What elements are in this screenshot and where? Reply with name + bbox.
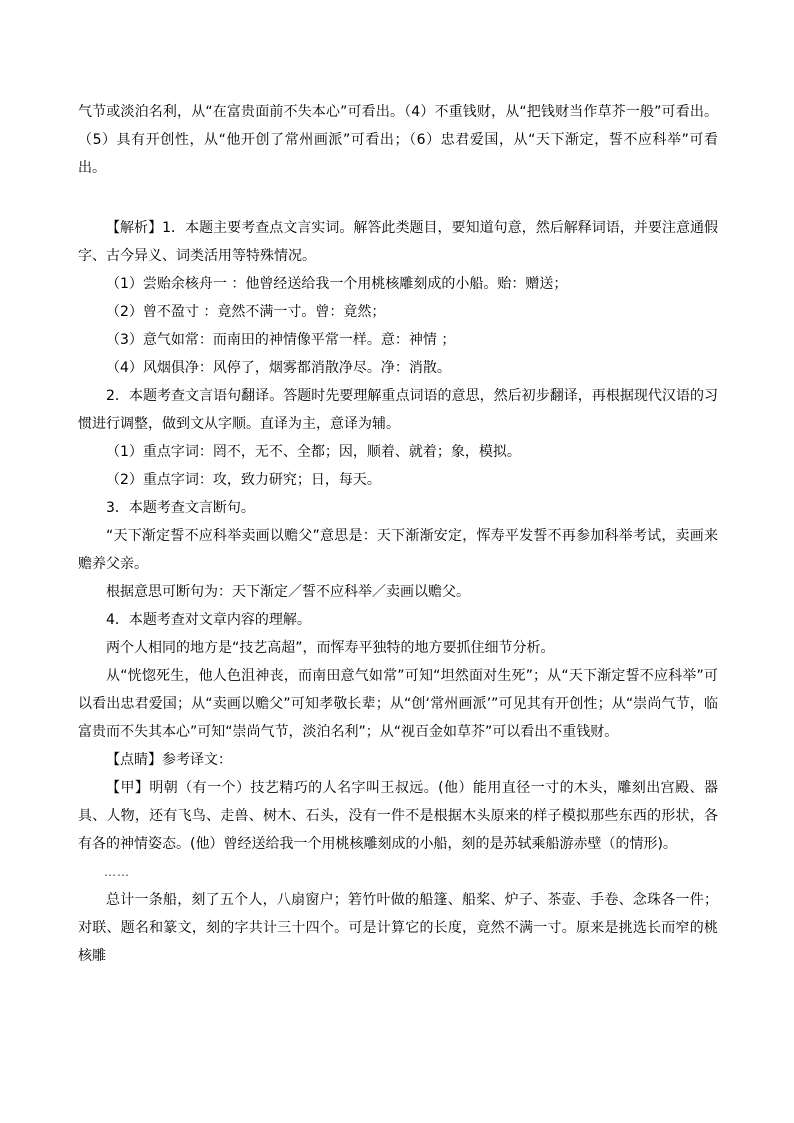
paragraph-comparison: 两个人相同的地方是“技艺高超”，而恽寿平独特的地方要抓住细节分析。 <box>106 640 555 656</box>
ellipsis-line: …… <box>104 865 130 879</box>
paragraph-item-2: （2）曾不盈寸 ：竟然不满一寸。曾：竟然； <box>106 304 386 320</box>
paragraph-question-3: 3．本题考查文言断句。 <box>106 500 255 516</box>
paragraph-keywords-2: （2）重点字词：攻，致力研究；日，每天。 <box>106 472 381 488</box>
paragraph-question-2: 2．本题考查文言语句翻译。答题时先要理解重点词语的意思，然后初步翻译，再根据现代汉语的习惯进行调整，做到文从字顺。直译为主，意译为辅。 <box>78 388 718 432</box>
paragraph-sentence-meaning: “天下渐定誓不应科举卖画以赡父”意思是：天下渐渐安定，恽寿平发誓不再参加科举考试，卖画来赡养父亲。 <box>78 528 718 572</box>
paragraph-gap <box>78 182 718 214</box>
translation-a-tag: 【甲】 <box>106 780 150 796</box>
paragraph-sentence-break: 根据意思可断句为：天下渐定／誓不应科举／卖画以赡父。 <box>106 584 470 600</box>
paragraph-key-point <box>78 746 718 774</box>
paragraph-details: 从“恍惚死生，他人色沮神丧，而南田意气如常”可知“坦然面对生死”；从“天下渐定誓不应科举”可以看出忠君爱国；从“卖画以赡父”可知孝敬长辈；从“创‘常州画派’”可见其有开创性；从“崇尚气节，临富贵而不失其本心”可知“崇尚气节，淡泊名利”；从“视百金如草芥”可以看出不重钱财。 <box>78 668 718 740</box>
paragraph-item-3: （3）意气如常：而南田的神情像平常一样。意：神情 ； <box>106 332 456 348</box>
key-point-text: 参考译文： <box>162 752 232 768</box>
paragraph-translation-continued: 总计一条船，刻了五个人，八扇窗户；箬竹叶做的船篷、船桨、炉子、茶壶、手卷、念珠各一件；对联、题名和篆文，刻的字共计三十四个。可是计算它的长度，竟然不满一寸。原来是挑选长而窄的桃核雕 <box>78 892 718 964</box>
analysis-text: 1．本题主要考查点文言实词。解答此类题目，要知道句意，然后解释词语，并要注意通假字、古今异义、词类活用等特殊情况。 <box>78 220 719 264</box>
paragraph-analysis <box>78 214 718 270</box>
analysis-tag: 【解析】 <box>106 220 163 236</box>
translation-a-text: 明朝（有一个）技艺精巧的人名字叫王叔远。(他）能用直径一寸的木头，雕刻出宫殿、器具、人物，还有飞鸟、走兽、树木、石头，没有一件不是根据木头原来的样子模拟那些东西的形状，各有各的神情姿态。(他）曾经送给我一个用桃核雕刻成的小船，刻的是苏轼乘船游赤壁（的情形)。 <box>78 780 718 852</box>
paragraph-question-4: 4．本题考查对文章内容的理解。 <box>106 612 311 628</box>
paragraph-item-4: （4）风烟俱净：风停了，烟雾都消散净尽。净：消散。 <box>106 360 451 376</box>
paragraph-keywords-1: （1）重点字词：罔不，无不、全都；因，顺着、就着；象，模拟。 <box>106 444 521 460</box>
paragraph-translation-a <box>78 774 718 858</box>
paragraph-item-1: （1）尝贻余核舟一 ：他曾经送给我一个用桃核雕刻成的小船。贻：赠送； <box>106 276 568 292</box>
document-body <box>78 98 718 970</box>
key-point-tag: 【点睛】 <box>106 752 162 768</box>
paragraph-answer-continued: 气节或淡泊名利，从“在富贵面前不失本心”可看出。（4）不重钱财，从“把钱财当作草芥一般”可看出。（5）具有开创性，从“他开创了常州画派”可看出；（6）忠君爱国，从“天下渐定，誓不应科举”可看出。 <box>78 104 718 176</box>
